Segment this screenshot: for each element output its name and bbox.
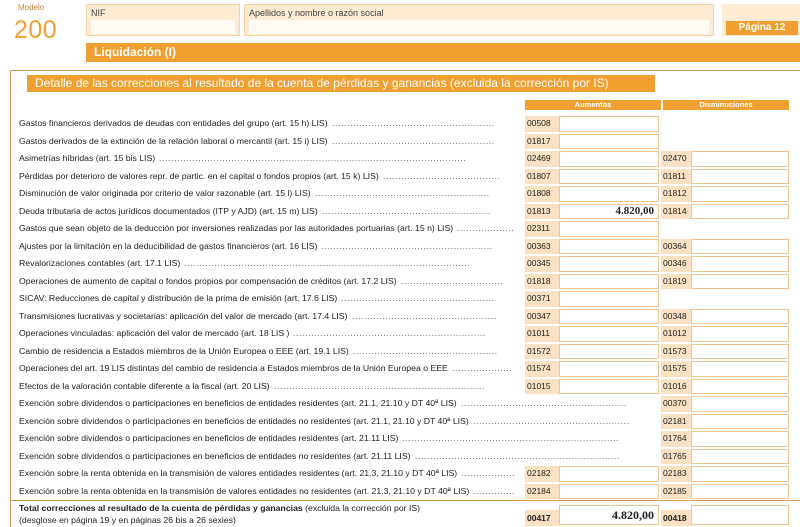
table-row bbox=[11, 308, 800, 326]
code-disminuciones: 01012 bbox=[661, 326, 691, 342]
code-disminuciones: 00346 bbox=[661, 256, 691, 272]
value-disminuciones[interactable] bbox=[691, 239, 789, 255]
table-row bbox=[11, 273, 800, 291]
value-aumentos[interactable] bbox=[559, 484, 659, 500]
row-label: Asimetrías híbridas (art. 15 bis LIS) bbox=[19, 153, 156, 163]
table-row bbox=[11, 360, 800, 378]
value-disminuciones[interactable] bbox=[691, 151, 789, 167]
row-leader-dots: .............. bbox=[473, 485, 516, 496]
code-aumentos: 00347 bbox=[525, 309, 559, 325]
table-row bbox=[11, 115, 800, 133]
row-leader-dots: .................................................... bbox=[473, 415, 630, 426]
row-label: Gastos que sean objeto de la deducción por inversiones realizadas por las autoridades portuarias (art. 15 n) LIS) bbox=[19, 223, 454, 233]
form-header bbox=[0, 0, 800, 70]
corrections-title: Detalle de las correcciones al resultado de la cuenta de pérdidas y ganancias (excluida la corrección por IS) bbox=[27, 75, 655, 92]
name-field-box bbox=[244, 4, 714, 36]
table-row bbox=[11, 220, 800, 238]
row-label: Exención sobre la renta obtenida en la transmisión de valores entidades no residentes (art. 21.3, 21.10 y DT 40ª LIS) bbox=[19, 485, 470, 496]
name-input[interactable] bbox=[249, 20, 709, 34]
value-disminuciones[interactable] bbox=[691, 274, 789, 290]
code-disminuciones: 01812 bbox=[661, 186, 691, 202]
code-aumentos: 01813 bbox=[525, 204, 559, 220]
code-aumentos: 00371 bbox=[525, 291, 559, 307]
row-leader-dots: ........................................................................ bbox=[402, 433, 619, 443]
total-code-aumentos: 00417 bbox=[525, 510, 559, 526]
table-row bbox=[11, 465, 800, 483]
row-label: Pérdidas por deterioro de valores repr. de partic. en el capital o fondos propios (art. 15 k) LIS) bbox=[19, 170, 379, 181]
code-aumentos: 01818 bbox=[525, 274, 559, 290]
table-row bbox=[11, 413, 800, 431]
value-aumentos[interactable] bbox=[559, 379, 659, 395]
code-disminuciones: 00370 bbox=[661, 396, 691, 412]
row-label: Operaciones del art. 19 LIS distintas del cambio de residencia a Estados miembros de la Unión Europea o EEE bbox=[19, 363, 448, 373]
total-row bbox=[11, 500, 800, 527]
value-disminuciones[interactable] bbox=[691, 449, 789, 465]
page-box bbox=[722, 4, 800, 36]
code-disminuciones: 02185 bbox=[661, 484, 691, 500]
row-leader-dots: ................................................................ bbox=[293, 328, 486, 338]
code-disminuciones: 02183 bbox=[661, 466, 691, 482]
table-row bbox=[11, 185, 800, 203]
code-aumentos: 01807 bbox=[525, 169, 559, 185]
page-number-badge: Página 12 bbox=[726, 21, 798, 35]
row-leader-dots: ...................................................................... bbox=[274, 380, 485, 391]
value-aumentos[interactable] bbox=[559, 186, 659, 202]
code-aumentos: 02311 bbox=[525, 221, 559, 237]
row-label: Cambio de residencia a Estados miembros de la Unión Europea o EEE (art. 19.1 LIS) bbox=[19, 345, 349, 356]
value-aumentos[interactable] bbox=[559, 169, 659, 185]
row-leader-dots: .................................. bbox=[401, 275, 504, 286]
value-aumentos[interactable] bbox=[559, 134, 659, 150]
code-disminuciones: 01811 bbox=[661, 169, 691, 185]
value-disminuciones[interactable] bbox=[691, 414, 789, 430]
value-aumentos[interactable] bbox=[559, 116, 659, 132]
code-disminuciones: 02470 bbox=[661, 151, 691, 167]
code-disminuciones: 01814 bbox=[661, 204, 691, 220]
code-disminuciones: 01764 bbox=[661, 431, 691, 447]
row-leader-dots: ........................................................ bbox=[322, 205, 491, 216]
value-disminuciones[interactable] bbox=[691, 169, 789, 185]
value-disminuciones[interactable] bbox=[691, 361, 789, 377]
row-label: Gastos derivados de la extinción de la relación laboral o mercantil (art. 15 i) LIS) bbox=[19, 135, 328, 146]
table-row bbox=[11, 133, 800, 151]
row-label: Deuda tributaria de actos jurídicos documentados (ITP y AJD) (art. 15 m) LIS) bbox=[19, 205, 318, 216]
section-title-bar: Liquidación (I) bbox=[86, 43, 800, 62]
row-label: Efectos de la valoración contable diferente a la fiscal (art. 20 LIS) bbox=[19, 380, 270, 391]
value-disminuciones[interactable] bbox=[691, 309, 789, 325]
value-aumentos[interactable] bbox=[559, 344, 659, 360]
total-value-disminuciones[interactable] bbox=[691, 505, 789, 525]
value-disminuciones[interactable] bbox=[691, 379, 789, 395]
table-row bbox=[11, 325, 800, 343]
code-aumentos: 02469 bbox=[525, 151, 559, 167]
row-leader-dots: ...................................................... bbox=[332, 118, 495, 128]
row-label: Gastos financieros derivados de deudas con entidades del grupo (art. 15 h) LIS) bbox=[19, 118, 328, 128]
code-disminuciones: 01819 bbox=[661, 274, 691, 290]
value-disminuciones[interactable] bbox=[691, 431, 789, 447]
value-aumentos[interactable] bbox=[559, 291, 659, 307]
row-leader-dots: ......................................................... bbox=[321, 240, 493, 251]
code-disminuciones: 00348 bbox=[661, 309, 691, 325]
value-aumentos[interactable] bbox=[559, 326, 659, 342]
row-label: Ajustes por la limitación en la deducibilidad de gastos financieros (art. 16 LIS) bbox=[19, 240, 318, 251]
row-leader-dots: ................................................ bbox=[353, 345, 498, 356]
table-row bbox=[11, 430, 800, 448]
table-row bbox=[11, 343, 800, 361]
row-leader-dots: ....................................... bbox=[383, 170, 501, 181]
row-label: Transmisiones lucrativas y societarias: aplicación del valor de mercado (art. 17.4 LIS) bbox=[19, 310, 348, 321]
row-label: Exención sobre la renta obtenida en la transmisión de valores entidades residentes (art. 21.3, 21.10 y DT 40ª LIS) bbox=[19, 468, 458, 478]
table-row bbox=[11, 255, 800, 273]
table-row bbox=[11, 238, 800, 256]
row-leader-dots: ...................................................... bbox=[332, 135, 495, 146]
row-label: Operaciones de aumento de capital o fondos propios por compensación de créditos (art. 17.2 LIS) bbox=[19, 275, 397, 286]
row-label: Exención sobre dividendos o participaciones en beneficios de entidades no residentes (art. 21.1, 21.10 y DT 40ª LIS) bbox=[19, 415, 469, 426]
value-aumentos[interactable] bbox=[559, 361, 659, 377]
row-leader-dots: ................................................ bbox=[352, 310, 497, 321]
row-leader-dots: ................................................... bbox=[341, 293, 495, 303]
code-disminuciones: 01016 bbox=[661, 379, 691, 395]
value-aumentos[interactable] bbox=[559, 151, 659, 167]
code-aumentos: 00345 bbox=[525, 256, 559, 272]
table-row bbox=[11, 290, 800, 308]
nif-input[interactable] bbox=[91, 20, 235, 34]
code-aumentos: 01574 bbox=[525, 361, 559, 377]
modelo-label: Modelo bbox=[18, 3, 45, 12]
nif-field-box bbox=[86, 4, 240, 36]
corrections-section bbox=[10, 70, 800, 527]
row-label: Revalorizaciones contables (art. 17.1 LIS) bbox=[19, 258, 181, 268]
value-disminuciones[interactable] bbox=[691, 466, 789, 482]
value-disminuciones[interactable] bbox=[691, 344, 789, 360]
code-aumentos: 01817 bbox=[525, 134, 559, 150]
value-aumentos[interactable] bbox=[559, 221, 659, 237]
code-aumentos: 00508 bbox=[525, 116, 559, 132]
nif-label: NIF bbox=[91, 8, 106, 18]
total-label-bold: Total correcciones al resultado de la cuenta de pérdidas y ganancias bbox=[19, 503, 303, 513]
table-row bbox=[11, 448, 800, 466]
value-disminuciones[interactable] bbox=[691, 256, 789, 272]
value-disminuciones[interactable] bbox=[691, 484, 789, 500]
code-aumentos: 01015 bbox=[525, 379, 559, 395]
code-aumentos: 02184 bbox=[525, 484, 559, 500]
column-header-disminuciones: Disminuciones bbox=[663, 100, 789, 110]
row-label: SICAV: Reducciones de capital y distribución de la prima de emisión (art. 17.6 LIS) bbox=[19, 293, 338, 303]
code-aumentos: 01572 bbox=[525, 344, 559, 360]
row-leader-dots: .................. bbox=[461, 468, 516, 478]
column-header-aumentos: Aumentos bbox=[525, 100, 661, 110]
row-label: Exención sobre dividendos o participaciones en beneficios de entidades residentes (art. 21.1, 21.10 y DT 40ª LIS) bbox=[19, 398, 457, 408]
row-leader-dots: .................... bbox=[452, 363, 513, 373]
code-disminuciones: 01575 bbox=[661, 361, 691, 377]
row-leader-dots: ................... bbox=[457, 223, 515, 233]
table-row bbox=[11, 395, 800, 413]
value-aumentos[interactable]: 4.820,00 bbox=[559, 204, 659, 220]
table-row bbox=[11, 483, 800, 501]
value-aumentos[interactable] bbox=[559, 274, 659, 290]
code-aumentos: 01011 bbox=[525, 326, 559, 342]
code-disminuciones: 00364 bbox=[661, 239, 691, 255]
table-row bbox=[11, 378, 800, 396]
row-label: Exención sobre dividendos o participaciones en beneficios de entidades residentes (art. 21.11 LIS) bbox=[19, 433, 399, 443]
total-label-line2: (desglose en página 19 y en páginas 26 bis a 26 sexies) bbox=[19, 515, 236, 525]
value-aumentos[interactable] bbox=[559, 309, 659, 325]
total-label-rest: (excluida la corrección por IS) bbox=[302, 503, 421, 513]
row-leader-dots: .......................................................... bbox=[315, 188, 490, 198]
value-aumentos[interactable] bbox=[559, 466, 659, 482]
table-row bbox=[11, 168, 800, 186]
value-disminuciones[interactable] bbox=[691, 396, 789, 412]
value-disminuciones[interactable] bbox=[691, 186, 789, 202]
table-row bbox=[11, 150, 800, 168]
code-aumentos: 02182 bbox=[525, 466, 559, 482]
code-disminuciones: 02181 bbox=[661, 414, 691, 430]
total-code-disminuciones: 00418 bbox=[661, 510, 691, 526]
value-aumentos[interactable] bbox=[559, 239, 659, 255]
name-label: Apellidos y nombre o razón social bbox=[249, 8, 384, 18]
row-leader-dots: ............................................................................................... bbox=[184, 258, 471, 268]
total-value-aumentos[interactable]: 4.820,00 bbox=[559, 505, 659, 525]
code-disminuciones: 01765 bbox=[661, 449, 691, 465]
modelo-number: 200 bbox=[14, 16, 58, 44]
row-leader-dots: .................................................................... bbox=[415, 450, 620, 461]
row-label: Exención sobre dividendos o participaciones en beneficios de entidades no residentes (art. 21.11 LIS) bbox=[19, 450, 411, 461]
row-label: Operaciones vinculadas: aplicación del valor de mercado (art. 18 LIS ) bbox=[19, 328, 290, 338]
row-label: Disminución de valor originada por criterio de valor razonable (art. 15 l) LIS) bbox=[19, 188, 311, 198]
value-disminuciones[interactable] bbox=[691, 326, 789, 342]
value-aumentos[interactable] bbox=[559, 256, 659, 272]
row-leader-dots: ....................................................... bbox=[461, 398, 627, 408]
value-disminuciones[interactable] bbox=[691, 204, 789, 220]
table-row bbox=[11, 203, 800, 221]
code-aumentos: 00363 bbox=[525, 239, 559, 255]
total-label bbox=[19, 503, 420, 513]
row-leader-dots: ...................................................................................................... bbox=[159, 153, 467, 163]
code-aumentos: 01808 bbox=[525, 186, 559, 202]
code-disminuciones: 01573 bbox=[661, 344, 691, 360]
